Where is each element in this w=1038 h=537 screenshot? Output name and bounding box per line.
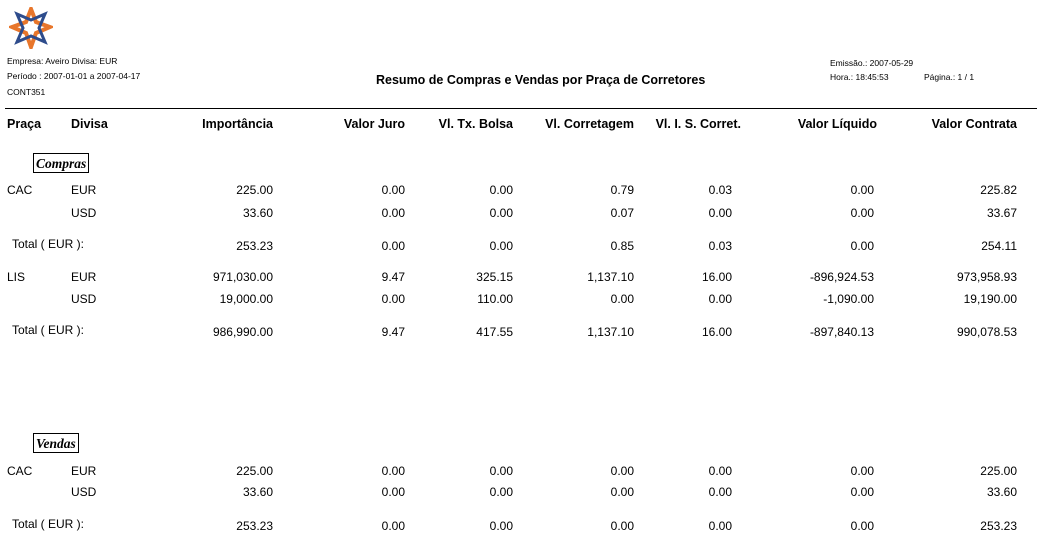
value-cell: 0.79	[610, 183, 634, 197]
value-cell: 0.00	[708, 485, 732, 499]
total-cell: 0.03	[708, 239, 732, 253]
company-info: Empresa: Aveiro Divisa: EUR	[7, 56, 118, 66]
value-cell: 225.00	[236, 183, 273, 197]
total-cell: 16.00	[701, 325, 732, 339]
emission-time: Hora.: 18:45:53	[830, 72, 889, 82]
total-cell: 986,990.00	[212, 325, 273, 339]
total-cell: 0.85	[610, 239, 634, 253]
total-cell: 0.00	[489, 519, 513, 533]
total-cell: 0.00	[381, 239, 405, 253]
value-cell: 16.00	[701, 270, 732, 284]
value-cell: 1,137.10	[587, 270, 634, 284]
total-cell: 0.00	[850, 519, 874, 533]
total-cell: 990,078.53	[956, 325, 1017, 339]
page-number: Página.: 1 / 1	[924, 72, 975, 82]
value-cell: 0.00	[610, 292, 634, 306]
col-importancia: Importância	[202, 117, 273, 131]
total-cell: 0.00	[610, 519, 634, 533]
value-cell: 33.67	[986, 206, 1017, 220]
emission-date: Emissão.: 2007-05-29	[830, 58, 914, 68]
value-cell: 0.00	[381, 464, 405, 478]
header-divider	[5, 108, 1037, 109]
value-cell: 0.00	[489, 485, 513, 499]
col-divisa: Divisa	[71, 117, 108, 131]
divisa-cell: USD	[71, 292, 97, 306]
value-cell: 0.00	[489, 206, 513, 220]
value-cell: 225.00	[236, 464, 273, 478]
value-cell: 0.00	[381, 292, 405, 306]
col-valor-liquido: Valor Líquido	[797, 117, 877, 131]
value-cell: 0.00	[489, 183, 513, 197]
divisa-cell: EUR	[71, 270, 97, 284]
value-cell: -896,924.53	[809, 270, 874, 284]
total-label: Total ( EUR ):	[12, 237, 85, 251]
value-cell: 19,000.00	[219, 292, 273, 306]
value-cell: 0.00	[381, 206, 405, 220]
praca-cell: CAC	[7, 464, 33, 478]
value-cell: 33.60	[986, 485, 1017, 499]
total-cell: 253.23	[980, 519, 1017, 533]
total-cell: 0.00	[850, 239, 874, 253]
total-cell: 417.55	[476, 325, 513, 339]
report-code: CONT351	[7, 87, 46, 97]
total-cell: 1,137.10	[587, 325, 634, 339]
value-cell: 0.07	[610, 206, 634, 220]
value-cell: 0.00	[708, 206, 732, 220]
praca-cell: LIS	[7, 270, 26, 284]
period-info: Período : 2007-01-01 a 2007-04-17	[7, 71, 141, 81]
value-cell: 0.00	[381, 183, 405, 197]
total-label: Total ( EUR ):	[12, 517, 85, 531]
value-cell: 110.00	[477, 292, 513, 306]
divisa-cell: EUR	[71, 464, 97, 478]
total-cell: 9.47	[381, 325, 405, 339]
value-cell: 971,030.00	[212, 270, 273, 284]
total-label: Total ( EUR ):	[12, 323, 85, 337]
total-cell: 0.00	[381, 519, 405, 533]
total-cell: -897,840.13	[809, 325, 874, 339]
value-cell: 0.00	[489, 464, 513, 478]
report-title: Resumo de Compras e Vendas por Praça de Corretores	[376, 73, 706, 87]
value-cell: 0.00	[381, 485, 405, 499]
divisa-cell: USD	[71, 485, 97, 499]
total-cell: 0.00	[489, 239, 513, 253]
divisa-cell: USD	[71, 206, 97, 220]
value-cell: 9.47	[381, 270, 405, 284]
value-cell: 33.60	[242, 485, 273, 499]
value-cell: 0.00	[850, 183, 874, 197]
value-cell: 0.00	[850, 485, 874, 499]
col-valor-contrata: Valor Contrata	[931, 117, 1017, 131]
value-cell: 19,190.00	[963, 292, 1017, 306]
value-cell: -1,090.00	[823, 292, 874, 306]
col-praca: Praça	[7, 117, 42, 131]
value-cell: 0.00	[708, 464, 732, 478]
section-label-compras: Compras	[33, 153, 89, 173]
col-valor-juro: Valor Juro	[343, 117, 405, 131]
value-cell: 0.00	[708, 292, 732, 306]
value-cell: 225.00	[980, 464, 1017, 478]
col-corretagem: Vl. Corretagem	[545, 117, 634, 131]
value-cell: 225.82	[980, 183, 1017, 197]
total-cell: 253.23	[236, 239, 273, 253]
value-cell: 0.00	[850, 464, 874, 478]
section-label-vendas: Vendas	[33, 433, 79, 453]
star-logo-icon	[9, 7, 53, 49]
value-cell: 0.00	[610, 464, 634, 478]
col-tx-bolsa: Vl. Tx. Bolsa	[438, 117, 513, 131]
value-cell: 33.60	[242, 206, 273, 220]
value-cell: 0.00	[610, 485, 634, 499]
praca-cell: CAC	[7, 183, 33, 197]
value-cell: 973,958.93	[956, 270, 1017, 284]
col-is-corret: Vl. I. S. Corret.	[655, 117, 741, 131]
total-cell: 0.00	[708, 519, 732, 533]
divisa-cell: EUR	[71, 183, 97, 197]
value-cell: 0.00	[850, 206, 874, 220]
value-cell: 0.03	[708, 183, 732, 197]
total-cell: 254.11	[981, 239, 1017, 253]
value-cell: 325.15	[476, 270, 513, 284]
total-cell: 253.23	[236, 519, 273, 533]
